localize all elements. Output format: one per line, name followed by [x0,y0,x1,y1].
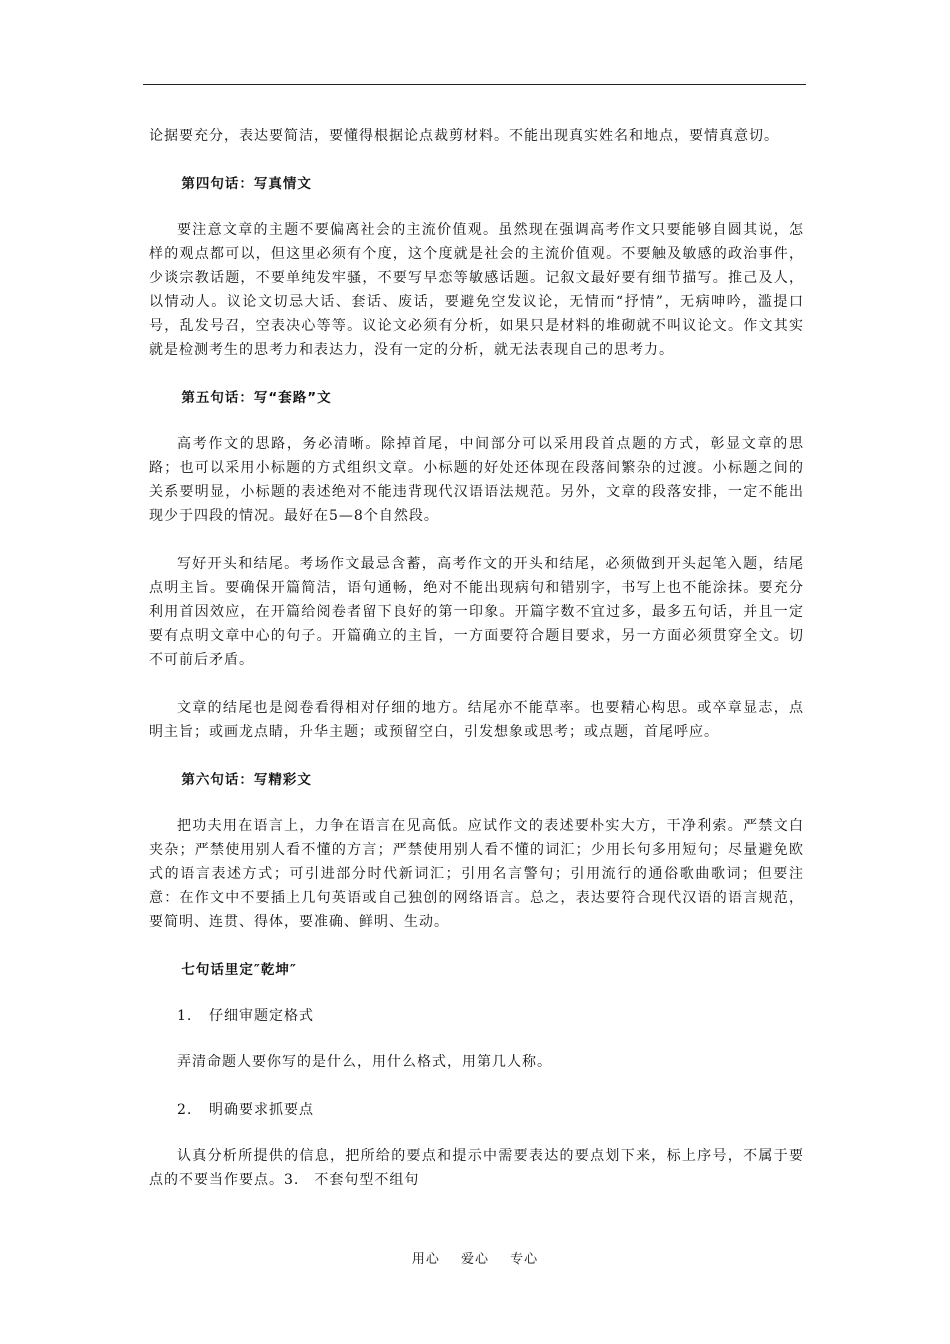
footer-text: 专心 [510,1252,539,1267]
list-item [149,1098,804,1122]
footer-text: 爱心 [460,1252,489,1267]
paragraph: 高考作文的思路，务必清晰。除掉首尾，中间部分可以采用段首点题的方式，彰显文章的思路；也可以采用小标题的方式组织文章。小标题的好处还体现在段落间繁杂的过渡。小标题之间的关系要明显，小标题的表述绝对不能违背现代汉语语法规范。另外，文章的段落安排，一定不能出现少于四段的情况。最好在5—8个自然段。 [149,436,804,524]
paragraph: 弄清命题人要你写的是什么，用什么格式，用第几人称。 [177,1054,552,1070]
paragraph: 文章的结尾也是阅卷看得相对仔细的地方。结尾亦不能草率。也要精心构思。或卒章显志，点明主旨；或画龙点睛，升华主题；或预留空白，引发想象或思考；或点题，首尾呼应。 [149,700,804,740]
section-heading-5: 第五句话：写“套路”文 [181,390,332,406]
list-text: 仔细审题定格式 [209,1008,314,1024]
footer-text: 用心 [411,1252,440,1267]
header-rule [143,84,806,85]
page-footer [0,1248,950,1267]
list-number: 1. [177,1008,193,1024]
section-heading-4: 第四句话：写真情文 [181,176,312,192]
document-body [149,124,804,1216]
paragraph: 要注意文章的主题不要偏离社会的主流价值观。虽然现在强调高考作文只要能够自圆其说，怎样的观点都可以，但这里必须有个度，这个度就是社会的主流价值观。不要触及敏感的政治事件，少谈宗教话题，不要单纯发牢骚，不要写早恋等敏感话题。记叙文最好要有细节描写。推己及人，以情动人。议论文切忌大话、套话、废话，要避免空发议论，无情而“抒情”，无病呻吟，滥提口号，乱发号召，空表决心等等。议论文必须有分析，如果只是材料的堆砌就不叫议论文。作文其实就是检测考生的思考力和表达力，没有一定的分析，就无法表现自己的思考力。 [149,222,804,358]
paragraph: 把功夫用在语言上，力争在语言在见高低。应试作文的表述要朴实大方，干净利索。严禁文白夹杂；严禁使用别人看不懂的方言；严禁使用别人看不懂的词汇；少用长句多用短句；尽量避免欧式的语言表述方式；可引进部分时代新词汇；引用名言警句；引用流行的通俗歌曲歌词；但要注意：在作文中不要插上几句英语或自己独创的网络语言。总之，表达要符合现代汉语的语言规范，要简明、连贯、得体，要准确、鲜明、生动。 [149,818,804,930]
section-heading-6: 第六句话：写精彩文 [181,772,312,788]
list-text: 明确要求抓要点 [209,1102,314,1118]
list-number: 2. [177,1102,193,1118]
paragraph: 认真分析所提供的信息，把所给的要点和提示中需要表达的要点划下来，标上序号，不属于要点的不要当作要点。3. 不套句型不组句 [149,1148,804,1188]
list-item [149,1004,804,1028]
paragraph: 论据要充分，表达要简洁，要懂得根据论点裁剪材料。不能出现真实姓名和地点，要情真意切。 [149,128,779,144]
paragraph: 写好开头和结尾。考场作文最忌含蓄，高考作文的开头和结尾，必须做到开头起笔入题，结尾点明主旨。要确保开篇简洁，语句通畅，绝对不能出现病句和错别字，书写上也不能涂抹。要充分利用首因效应，在开篇给阅卷者留下良好的第一印象。开篇字数不宜过多，最多五句话，并且一定要有点明文章中心的句子。开篇确立的主旨，一方面要符合题目要求，另一方面必须贯穿全文。切不可前后矛盾。 [149,556,804,668]
section-heading-7: 七句话里定″乾坤″ [181,962,297,978]
